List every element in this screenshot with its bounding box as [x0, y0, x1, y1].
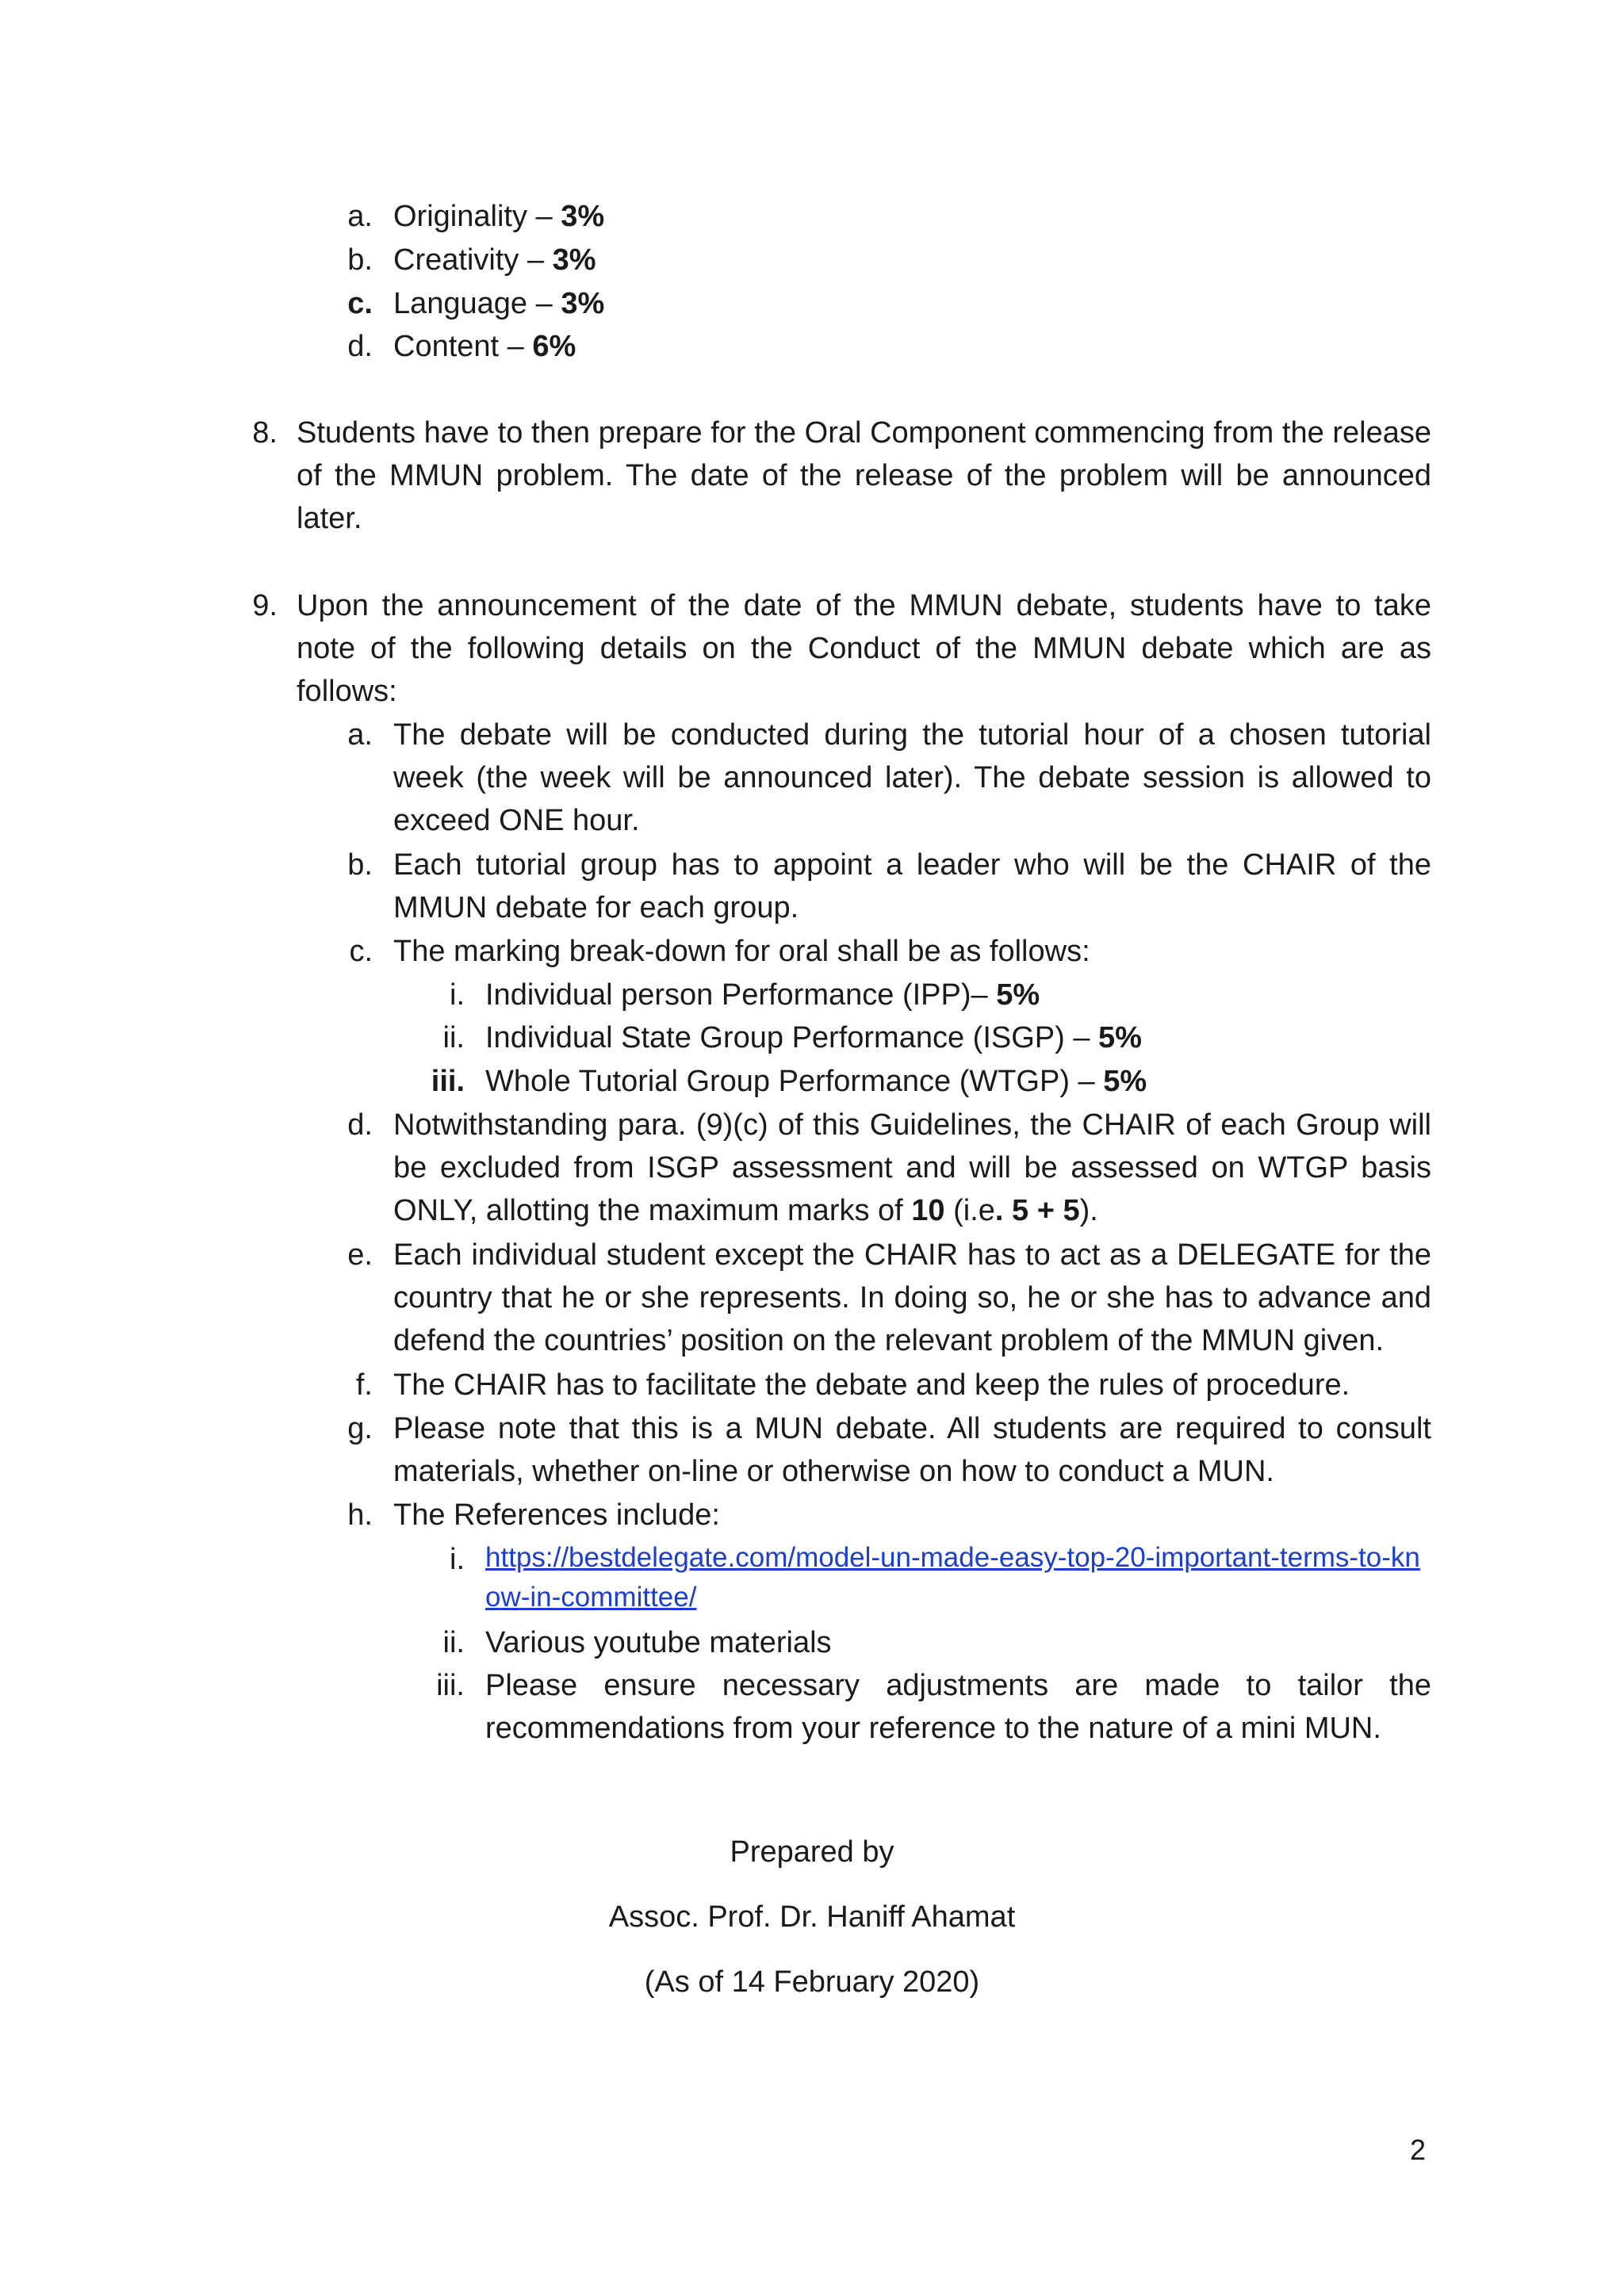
page-number: 2	[1409, 2133, 1426, 2166]
sub-item-9f	[317, 1364, 1431, 1406]
list-label: ii.	[442, 1021, 465, 1054]
list-label: g.	[347, 1412, 373, 1445]
max-marks-value: 10	[911, 1194, 945, 1227]
list-label: ii.	[442, 1626, 465, 1659]
list-text: Creativity –	[393, 243, 553, 277]
reference-item-adjustments	[412, 1664, 1431, 1750]
sub-item-9a	[317, 714, 1431, 842]
oral-mark-item-ipp	[412, 974, 1435, 1016]
sub-item-9e	[317, 1234, 1431, 1362]
reference-item-link	[412, 1538, 1431, 1617]
list-text: Various youtube materials	[485, 1626, 832, 1659]
list-label: b.	[347, 243, 373, 277]
written-item-language	[317, 282, 1427, 325]
list-text: Individual person Performance (IPP)–	[485, 978, 997, 1012]
list-label: d.	[347, 330, 373, 363]
oral-mark-item-wtgp	[412, 1060, 1435, 1103]
sub-item-9g	[317, 1407, 1431, 1493]
paragraph-text: Notwithstanding para. (9)(c) of this Guidelines, the CHAIR of each Group will be excluded from ISGP assessment and will be assessed on WTGP basis ONLY, allotting the maximum marks of 10 (i.e. 5 + 5).	[393, 1108, 1431, 1227]
percentage-value: 5%	[996, 978, 1040, 1012]
list-label: c.	[347, 287, 373, 320]
list-text: Content –	[393, 330, 533, 363]
sub-item-9b	[317, 844, 1431, 929]
list-text: Individual State Group Performance (ISGP) –	[485, 1021, 1099, 1054]
list-item-8	[238, 411, 1431, 540]
author-name: Assoc. Prof. Dr. Haniff Ahamat	[608, 1900, 1016, 1934]
percentage-value: 3%	[552, 243, 596, 277]
list-text: Whole Tutorial Group Performance (WTGP) –	[485, 1065, 1104, 1098]
list-label: h.	[347, 1498, 373, 1532]
list-label: b.	[347, 848, 373, 882]
sub-item-9d	[317, 1104, 1431, 1232]
list-text: Language –	[393, 287, 561, 320]
reference-link[interactable]: https://bestdelegate.com/model-un-made-easy-top-20-important-terms-to-know-in-committee/	[485, 1542, 1420, 1613]
paragraph-text: The marking break-down for oral shall be as follows:	[393, 935, 1090, 968]
paragraph-text: Each tutorial group has to appoint a leader who will be the CHAIR of the MMUN debate for each group.	[393, 848, 1431, 924]
list-label: i.	[450, 978, 465, 1012]
percentage-value: 3%	[561, 200, 605, 233]
list-label: e.	[347, 1238, 373, 1272]
list-label: a.	[347, 718, 373, 752]
percentage-value: 5%	[1103, 1065, 1147, 1098]
list-number: 8.	[252, 416, 278, 450]
list-text: Originality –	[393, 200, 561, 233]
list-label: f.	[355, 1368, 373, 1402]
paragraph-text: The CHAIR has to facilitate the debate and keep the rules of procedure.	[393, 1368, 1350, 1402]
written-item-content	[317, 325, 1427, 368]
list-number: 9.	[252, 589, 278, 622]
paragraph-text: Students have to then prepare for the Oral Component commencing from the release of the MMUN problem. The date of the release of the problem will be announced later.	[297, 416, 1431, 535]
paragraph-text: Each individual student except the CHAIR has to act as a DELEGATE for the country that he or she represents. In doing so, he or she has to advance and defend the countries’ position on the relevant problem of the MMUN given.	[393, 1238, 1431, 1357]
percentage-value: 6%	[532, 330, 576, 363]
prepared-by-label: Prepared by	[730, 1835, 894, 1869]
percentage-value: 3%	[561, 287, 605, 320]
list-label: iii.	[431, 1065, 465, 1098]
written-item-creativity	[317, 239, 1427, 281]
oral-mark-item-isgp	[412, 1016, 1435, 1059]
list-label: i.	[450, 1543, 465, 1576]
sub-item-9c	[317, 930, 1431, 973]
list-label: d.	[347, 1108, 373, 1142]
paragraph-text: The debate will be conducted during the tutorial hour of a chosen tutorial week (the week will be announced later). The debate session is allowed to exceed ONE hour.	[393, 718, 1431, 837]
list-label: c.	[349, 935, 373, 968]
reference-item-youtube	[412, 1621, 1431, 1664]
paragraph-text: The References include:	[393, 1498, 720, 1532]
list-label: iii.	[436, 1669, 465, 1702]
list-label: a.	[347, 200, 373, 233]
percentage-value: 5%	[1098, 1021, 1142, 1054]
paragraph-text: Please note that this is a MUN debate. All students are required to consult materials, whether on-line or otherwise on how to conduct a MUN.	[393, 1412, 1431, 1488]
marks-breakdown: . 5 + 5	[994, 1194, 1080, 1227]
written-item-originality	[317, 195, 1427, 238]
sub-item-9h	[317, 1494, 1431, 1536]
paragraph-text: Please ensure necessary adjustments are made to tailor the recommendations from your reference to the nature of a mini MUN.	[485, 1669, 1431, 1745]
list-item-9	[238, 584, 1431, 713]
paragraph-text: Upon the announcement of the date of the MMUN debate, students have to take note of the following details on the Conduct of the MMUN debate which are as follows:	[297, 589, 1431, 708]
document-date: (As of 14 February 2020)	[644, 1965, 980, 1999]
